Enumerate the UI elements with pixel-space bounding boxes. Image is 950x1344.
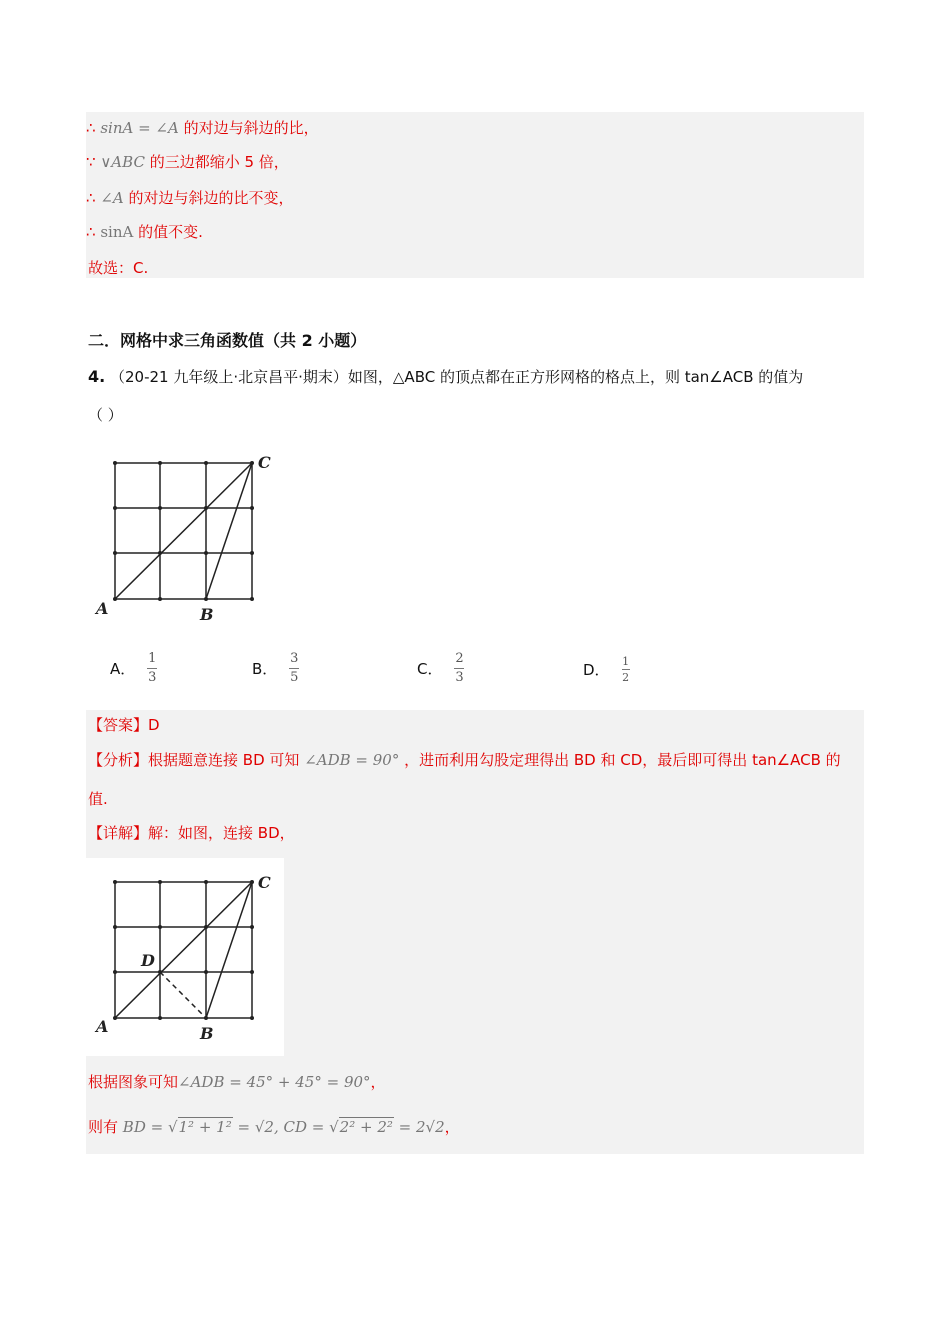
detail-line: 【详解】解：如图，连接 BD，	[88, 824, 295, 842]
option-b[interactable]: B． $\frac{3}{5}$	[252, 651, 299, 685]
label-b: B	[200, 605, 214, 624]
segment-bc	[206, 882, 252, 1018]
option-d[interactable]: D． $\frac{1}{2}$	[583, 655, 630, 684]
option-a[interactable]: A． $\frac{1}{3}$	[110, 651, 157, 685]
label-d: D	[141, 951, 155, 970]
solution-line-4: ∴ sinA 的值不变.	[86, 223, 203, 241]
grid-figure-2	[86, 858, 284, 1056]
segment-ac	[115, 463, 252, 599]
label-a: A	[96, 1017, 109, 1036]
question-number: 4.	[88, 367, 106, 386]
question-paren: （ ）	[88, 406, 123, 424]
analysis-cont: 值.	[88, 790, 108, 808]
segment-ac	[115, 882, 252, 1018]
option-c[interactable]: C． $\frac{2}{3}$	[417, 651, 464, 685]
segment-bd-dashed	[160, 972, 206, 1018]
solution-line-1: ∴ sinA = ∠A 的对边与斜边的比，	[86, 119, 319, 137]
analysis-line: 【分析】根据题意连接 BD 可知 ∠ADB = 90° ，进而利用勾股定理得出 BD 和 CD，最后即可得出 tan∠ACB 的	[88, 751, 841, 769]
segment-bc	[206, 463, 252, 599]
solution-line-5: 故选：C.	[88, 259, 149, 277]
question-stem	[88, 366, 803, 387]
label-b: B	[200, 1024, 214, 1043]
answer-line: 【答案】D	[88, 716, 160, 734]
label-a: A	[96, 599, 109, 618]
question-text: （20-21 九年级上·北京昌平·期末）如图，△ABC 的顶点都在正方形网格的格点上，则 tan∠ACB 的值为	[110, 368, 804, 386]
detail-line-3: 则有 BD = √1² + 1² = √2, CD = √2² + 2² = 2√2，	[88, 1118, 460, 1136]
grid-figure-1	[90, 448, 290, 628]
section-heading: 二．网格中求三角函数值（共 2 小题）	[88, 331, 367, 350]
detail-line-2: 根据图象可知∠ADB = 45° + 45° = 90°，	[88, 1073, 386, 1091]
solution-block-top	[86, 112, 864, 278]
label-c: C	[258, 873, 271, 892]
label-c: C	[258, 453, 271, 472]
solution-line-2: ∵ ∨ABC 的三边都缩小 5 倍，	[86, 153, 289, 171]
solution-line-3: ∴ ∠A 的对边与斜边的比不变，	[86, 189, 294, 207]
answer-block	[86, 710, 864, 1154]
